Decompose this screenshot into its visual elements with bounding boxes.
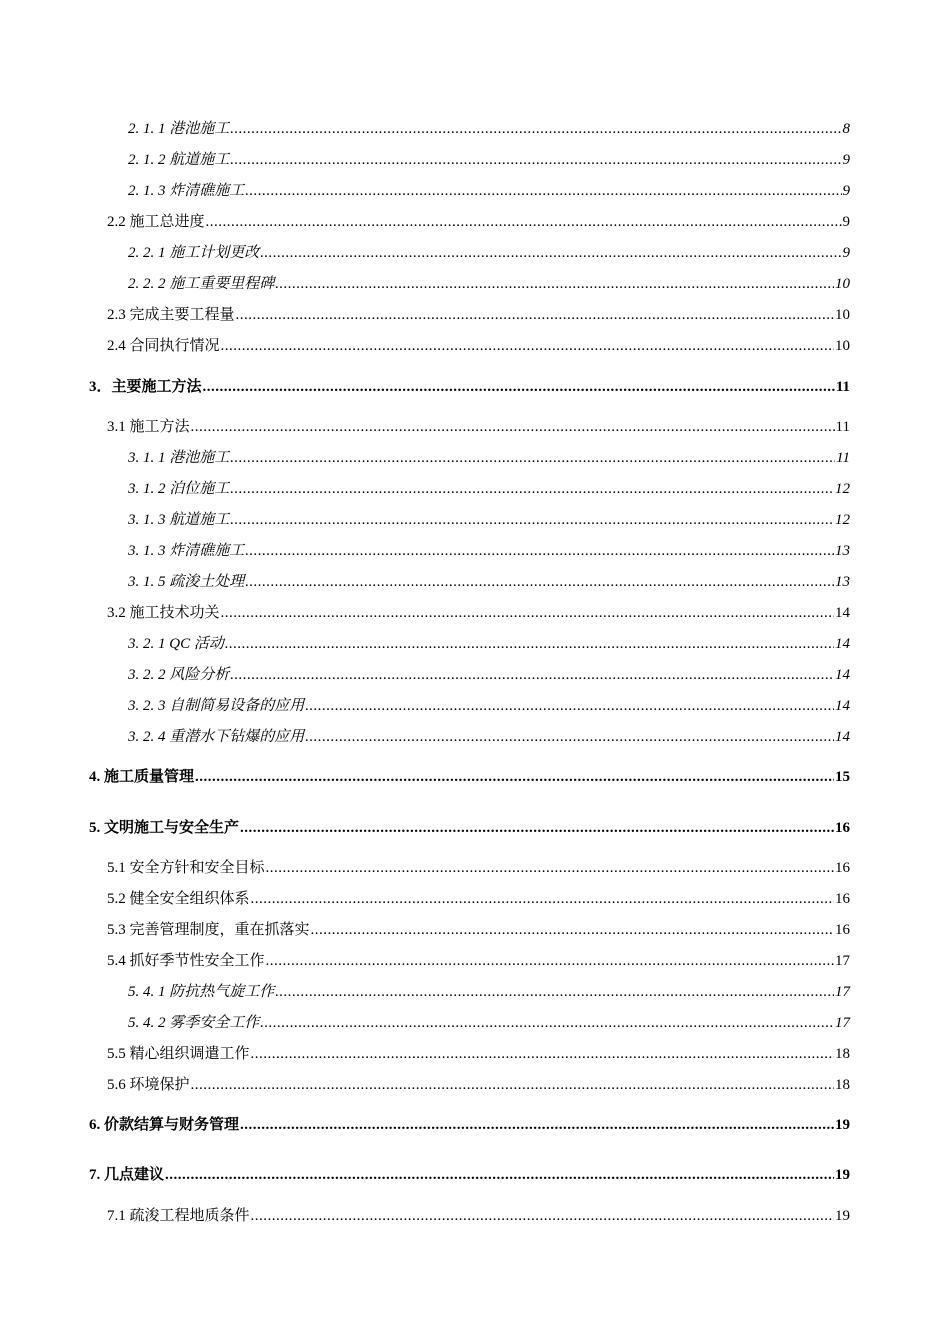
toc-entry[interactable]	[107, 336, 850, 356]
toc-entry-page: 10	[835, 307, 850, 323]
toc-entry[interactable]	[107, 1075, 850, 1095]
toc-entry[interactable]	[128, 243, 850, 263]
dot-leader	[251, 1044, 834, 1064]
dot-leader	[230, 479, 834, 499]
dot-leader	[240, 818, 834, 838]
toc-entry-page: 11	[835, 419, 850, 435]
toc-entry[interactable]	[107, 305, 850, 325]
toc-entry-page: 19	[835, 1167, 850, 1183]
toc-entry[interactable]	[89, 767, 850, 787]
dot-leader	[195, 767, 834, 787]
dot-leader	[230, 119, 841, 139]
toc-entry-page: 13	[835, 574, 850, 590]
toc-entry-page: 10	[835, 276, 850, 292]
toc-entry[interactable]	[128, 572, 850, 592]
toc-entry-page: 11	[835, 379, 850, 395]
dot-leader	[236, 305, 834, 325]
toc-entry-label: 5. 文明施工与安全生产	[89, 820, 240, 836]
toc-entry-label: 2.2 施工总进度	[107, 214, 205, 230]
toc-entry-label: 5.5 精心组织调遣工作	[107, 1046, 250, 1062]
toc-entry-page: 16	[835, 820, 850, 836]
toc-entry-page: 17	[835, 953, 850, 969]
toc-entry-label: 2. 2. 1 施工计划更改	[128, 245, 260, 261]
toc-entry[interactable]	[128, 479, 850, 499]
toc-entry-page: 17	[835, 984, 850, 1000]
toc-entry-label: 7.1 疏浚工程地质条件	[107, 1208, 250, 1224]
dot-leader	[206, 212, 842, 232]
toc-entry-label: 3.1 施工方法	[107, 419, 190, 435]
dot-leader	[311, 920, 834, 940]
dot-leader	[251, 1206, 834, 1226]
toc-entry-page: 14	[835, 636, 850, 652]
toc-entry-page: 14	[835, 667, 850, 683]
toc-entry-page: 19	[835, 1208, 850, 1224]
dot-leader	[245, 541, 834, 561]
toc-entry-page: 9	[842, 245, 850, 261]
toc-entry-page: 13	[835, 543, 850, 559]
dot-leader	[275, 982, 834, 1002]
toc-entry-page: 12	[835, 512, 850, 528]
toc-entry-label: 3. 2. 2 风险分析	[128, 667, 230, 683]
dot-leader	[203, 377, 835, 397]
toc-entry-label: 5.6 环境保护	[107, 1077, 190, 1093]
toc-entry-label: 3. 1. 3 炸清礁施工	[128, 543, 245, 559]
toc-entry[interactable]	[107, 1044, 850, 1064]
toc-entry-label: 5.4 抓好季节性安全工作	[107, 953, 265, 969]
dot-leader	[251, 889, 834, 909]
toc-entry-page: 11	[836, 450, 850, 466]
toc-entry[interactable]	[128, 982, 850, 1002]
toc-entry[interactable]	[89, 818, 850, 838]
toc-entry[interactable]	[128, 274, 850, 294]
toc-entry-label: 3.2 施工技术功关	[107, 605, 220, 621]
toc-entry-label: 6. 价款结算与财务管理	[89, 1117, 240, 1133]
toc-entry[interactable]	[128, 665, 850, 685]
toc-entry[interactable]	[128, 541, 850, 561]
toc-entry[interactable]	[128, 727, 850, 747]
dot-leader	[230, 448, 835, 468]
toc-entry[interactable]	[107, 603, 850, 623]
dot-leader	[260, 243, 841, 263]
toc-entry-page: 18	[835, 1046, 850, 1062]
toc-entry[interactable]	[128, 1013, 850, 1033]
toc-entry[interactable]	[89, 1165, 850, 1185]
toc-entry-label: 5. 4. 1 防抗热气旋工作	[128, 984, 275, 1000]
toc-entry[interactable]	[107, 920, 850, 940]
toc-entry-page: 8	[842, 121, 850, 137]
dot-leader	[165, 1165, 834, 1185]
toc-entry[interactable]	[107, 858, 850, 878]
dot-leader	[245, 181, 841, 201]
toc-entry[interactable]	[128, 634, 850, 654]
toc-entry-page: 9	[842, 183, 850, 199]
dot-leader	[230, 150, 841, 170]
dot-leader	[266, 951, 834, 971]
toc-entry-label: 3. 2. 4 重潜水下钻爆的应用	[128, 729, 305, 745]
toc-entry[interactable]	[89, 1115, 850, 1135]
toc-entry-page: 17	[835, 1015, 850, 1031]
toc-entry-page: 9	[842, 214, 850, 230]
toc-entry-page: 14	[835, 605, 850, 621]
toc-entry[interactable]	[128, 119, 850, 139]
toc-entry-label: 2. 1. 3 炸清礁施工	[128, 183, 245, 199]
toc-entry[interactable]	[107, 889, 850, 909]
toc-entry-label: 2. 1. 2 航道施工	[128, 152, 230, 168]
toc-entry-page: 19	[835, 1117, 850, 1133]
toc-entry-page: 16	[835, 860, 850, 876]
toc-entry[interactable]	[107, 417, 850, 437]
toc-entry[interactable]	[107, 1206, 850, 1226]
toc-entry-label: 2. 1. 1 港池施工	[128, 121, 230, 137]
toc-entry-label: 3. 2. 3 自制简易设备的应用	[128, 698, 305, 714]
dot-leader	[221, 603, 834, 623]
toc-entry-label: 5.1 安全方针和安全目标	[107, 860, 265, 876]
dot-leader	[245, 572, 834, 592]
toc-entry-label: 5.3 完善管理制度，重在抓落实	[107, 922, 310, 938]
toc-entry-label: 3．主要施工方法	[89, 379, 202, 395]
toc-entry-page: 14	[835, 698, 850, 714]
dot-leader	[305, 696, 834, 716]
dot-leader	[266, 858, 834, 878]
toc-entry-page: 9	[842, 152, 850, 168]
toc-entry-label: 5. 4. 2 雾季安全工作	[128, 1015, 260, 1031]
dot-leader	[221, 336, 834, 356]
toc-entry[interactable]	[128, 696, 850, 716]
dot-leader	[305, 727, 834, 747]
toc-entry-label: 3. 2. 1 QC 活动	[128, 636, 224, 652]
dot-leader	[230, 510, 834, 530]
toc-entry-label: 3. 1. 1 港池施工	[128, 450, 230, 466]
dot-leader	[191, 417, 835, 437]
toc-entry-page: 18	[835, 1077, 850, 1093]
toc-entry[interactable]	[89, 377, 850, 397]
toc-entry[interactable]	[107, 212, 850, 232]
dot-leader	[191, 1075, 834, 1095]
toc-entry-page: 12	[835, 481, 850, 497]
toc-entry-page: 14	[835, 729, 850, 745]
toc-entry-label: 7. 几点建议	[89, 1167, 165, 1183]
toc-entry-page: 10	[835, 338, 850, 354]
toc-entry-label: 5.2 健全安全组织体系	[107, 891, 250, 907]
dot-leader	[275, 274, 834, 294]
toc-entry-label: 3. 1. 2 泊位施工	[128, 481, 230, 497]
toc-entry-label: 4. 施工质量管理	[89, 769, 195, 785]
dot-leader	[260, 1013, 834, 1033]
toc-entry[interactable]	[128, 448, 850, 468]
toc-entry-label: 3. 1. 5 疏浚土处理	[128, 574, 245, 590]
toc-entry[interactable]	[128, 150, 850, 170]
toc-entry-label: 2.3 完成主要工程量	[107, 307, 235, 323]
toc-entry-page: 16	[835, 891, 850, 907]
toc-entry-label: 3. 1. 3 航道施工	[128, 512, 230, 528]
toc-entry-label: 2.4 合同执行情况	[107, 338, 220, 354]
toc-entry[interactable]	[128, 181, 850, 201]
toc-entry-page: 15	[835, 769, 850, 785]
toc-entry[interactable]	[107, 951, 850, 971]
toc-entry-page: 16	[835, 922, 850, 938]
dot-leader	[230, 665, 834, 685]
dot-leader	[240, 1115, 834, 1135]
toc-entry[interactable]	[128, 510, 850, 530]
toc-entry-label: 2. 2. 2 施工重要里程碑	[128, 276, 275, 292]
dot-leader	[225, 634, 834, 654]
